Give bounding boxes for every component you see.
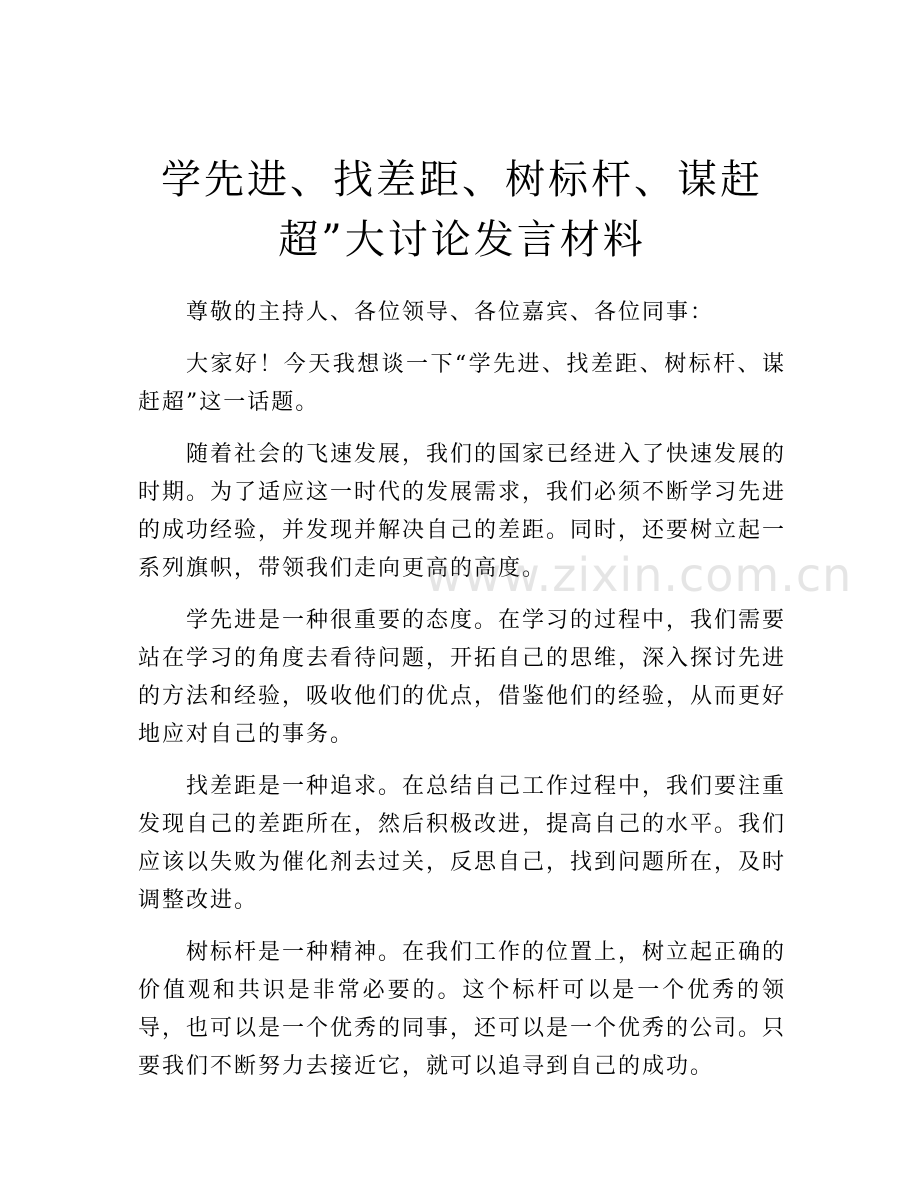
watermark: www.zixin.com.cn xyxy=(425,548,853,602)
set-benchmark-paragraph: 树标杆是一种精神。在我们工作的位置上，树立起正确的价值观和共识是非常必要的。这个标杆可以是一个优秀的领导，也可以是一个优秀的同事，还可以是一个优秀的公司。只要我们不断努力去接近它，就可以追寻到自己的成功。 xyxy=(138,940,787,1079)
salutation-paragraph: 尊敬的主持人、各位领导、各位嘉宾、各位同事： xyxy=(186,300,715,325)
document-body xyxy=(138,294,786,1100)
document-title: 学先进、找差距、树标杆、谋赶超”大讨论发言材料 xyxy=(161,157,763,263)
greeting-paragraph: 大家好！今天我想谈一下“学先进、找差距、树标杆、谋赶超”这一话题。 xyxy=(138,352,786,415)
learn-advanced-paragraph: 学先进是一种很重要的态度。在学习的过程中，我们需要站在学习的角度去看待问题，开拓自己的思维，深入探讨先进的方法和经验，吸收他们的优点，借鉴他们的经验，从而更好地应对自己的事务。 xyxy=(138,608,787,747)
background-paragraph: 随着社会的飞速发展，我们的国家已经进入了快速发展的时期。为了适应这一时代的发展需求，我们必须不断学习先进的成功经验，并发现并解决自己的差距。同时，还要树立起一系列旗帜，带领我们走向更高的高度。 xyxy=(138,442,787,581)
find-gap-paragraph: 找差距是一种追求。在总结自己工作过程中，我们要注重发现自己的差距所在，然后积极改进，提高自己的水平。我们应该以失败为催化剂去过关，反思自己，找到问题所在，及时调整改进。 xyxy=(138,774,787,913)
